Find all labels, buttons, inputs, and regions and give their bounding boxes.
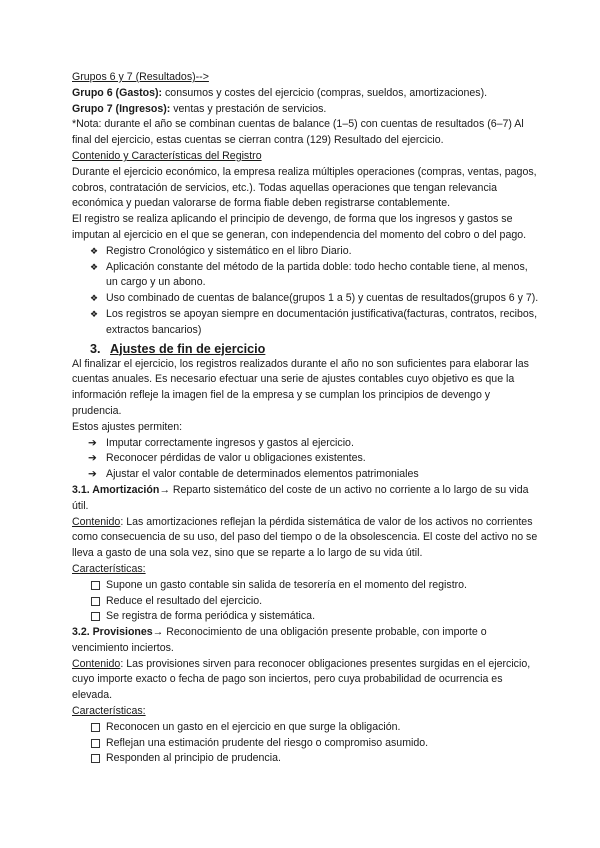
contenido-registro-heading: Contenido y Características del Registro xyxy=(72,149,262,162)
diamond-arrow-icon: ❖ xyxy=(90,245,99,256)
group7-label: Grupo 7 (Ingresos): xyxy=(72,102,171,115)
section3-title: Ajustes de fin de ejercicio xyxy=(110,341,266,356)
checkbox-icon[interactable] xyxy=(91,612,100,621)
registro-bullet-list xyxy=(72,244,540,339)
checklist-item: Responden al principio de prudencia. xyxy=(72,751,540,767)
checklist-item: Reflejan una estimación prudente del riesgo o compromiso asumido. xyxy=(72,736,540,752)
amortizacion-contenido: Contenido: Las amortizaciones reflejan la pérdida sistemática de valor de los activos no corrientes como consecuencia de su uso, del paso del tiempo o de la obsolescencia. El coste del activo no se lleva a gasto de una sola vez, sino que se reparte a lo largo de su vida útil. xyxy=(72,515,538,560)
list-item: ❖ Aplicación constante del método de la partida doble: todo hecho contable tiene, al menos, un cargo y un abono. xyxy=(90,260,528,289)
checkbox-icon[interactable] xyxy=(91,597,100,606)
provisiones-definition: 3.2. Provisiones→ Reconocimiento de una obligación presente probable, con importe o vencimiento inciertos. xyxy=(72,626,487,654)
list-item: ❖ Uso combinado de cuentas de balance(grupos 1 a 5) y cuentas de resultados(grupos 6 y 7). xyxy=(72,291,540,307)
provisiones-checklist xyxy=(72,720,540,767)
group6-line xyxy=(72,86,540,102)
diamond-arrow-icon: ❖ xyxy=(90,308,99,319)
checkbox-icon[interactable] xyxy=(91,723,100,732)
amortizacion-checklist xyxy=(72,578,540,625)
contenido-registro-para2: El registro se realiza aplicando el principio de devengo, de forma que los ingresos y gastos se imputan al ejercicio en el que se generan, con independencia del momento del cobro o del pago. xyxy=(72,213,527,241)
checkbox-icon[interactable] xyxy=(91,754,100,763)
checkbox-icon[interactable] xyxy=(91,739,100,748)
provisiones-contenido: Contenido: Las provisiones sirven para reconocer obligaciones presentes surgidas en el ejercicio, cuyo importe exacto o fecha de pago son inciertos, pero cuya probabilidad de ocurrencia es elevada. xyxy=(72,657,531,702)
provisiones-caracteristicas-label: Características: xyxy=(72,705,146,718)
section3-heading xyxy=(72,341,540,357)
group7-text: ventas y prestación de servicios. xyxy=(170,102,327,115)
groups-note: *Nota: durante el año se combinan cuentas de balance (1–5) con cuentas de resultados (6–7) Al final del ejercicio, estas cuentas se cierran contra (129) Resultado del ejercicio. xyxy=(72,118,524,147)
list-item: ❖ Los registros se apoyan siempre en documentación justificativa(facturas, contratos, recibos, extractos bancarios) xyxy=(90,307,538,336)
checkbox-icon[interactable] xyxy=(91,581,100,590)
diamond-arrow-icon: ❖ xyxy=(90,293,99,304)
arrow-icon: → xyxy=(159,483,170,496)
group6-label: Grupo 6 (Gastos): xyxy=(72,86,163,99)
section3-number: 3. xyxy=(90,341,101,356)
arrow-right-icon: ➔ xyxy=(88,468,97,481)
checklist-item: Reconocen un gasto en el ejercicio en que surge la obligación. xyxy=(72,720,540,736)
arrow-right-icon: ➔ xyxy=(88,436,97,449)
provisiones-label: 3.2. Provisiones xyxy=(72,626,153,639)
groups-header: Grupos 6 y 7 (Resultados)--> xyxy=(72,71,209,83)
list-item: ➔ Imputar correctamente ingresos y gastos al ejercicio. xyxy=(72,436,540,452)
contenido-registro-para1: Durante el ejercicio económico, la empresa realiza múltiples operaciones (compras, ventas, pagos, cobros, contratación de servicios, etc.). Todas aquellas operaciones que tengan relevancia económica y puedan valorarse de forma fiable deben registrarse contablemente. xyxy=(72,165,537,210)
amortizacion-caracteristicas-label: Características: xyxy=(72,562,146,575)
section3-intro: Al finalizar el ejercicio, los registros realizados durante el año no son suficientes para elaborar las cuentas anuales. Es necesario efectuar una serie de ajustes contables cuyo objetivo es que la información refleje la imagen fiel de la empresa y se cumplan los principios de devengo y prudencia. xyxy=(72,357,529,417)
amortizacion-label: 3.1. Amortización xyxy=(72,483,160,496)
arrow-right-icon: ➔ xyxy=(88,452,97,465)
contenido-label: Contenido xyxy=(72,515,121,528)
arrow-icon: → xyxy=(152,626,164,639)
list-item: ➔ Reconocer pérdidas de valor u obligaciones existentes. xyxy=(72,451,540,467)
checklist-item: Se registra de forma periódica y sistemática. xyxy=(72,609,540,625)
contenido-label: Contenido xyxy=(72,657,121,670)
checklist-item: Reduce el resultado del ejercicio. xyxy=(72,594,540,610)
group7-line xyxy=(72,102,540,118)
list-item: ❖ Registro Cronológico y sistemático en el libro Diario. xyxy=(72,244,540,260)
list-item: ➔ Ajustar el valor contable de determinados elementos patrimoniales xyxy=(72,467,540,483)
section3-allow-label: Estos ajustes permiten: xyxy=(72,420,183,433)
group6-text: consumos y costes del ejercicio (compras, sueldos, amortizaciones). xyxy=(162,86,488,99)
amortizacion-definition: 3.1. Amortización→ Reparto sistemático del coste de un activo no corriente a lo largo de su vida útil. xyxy=(72,483,529,512)
diamond-arrow-icon: ❖ xyxy=(90,261,99,272)
section3-arrow-list xyxy=(72,436,540,483)
checklist-item: Supone un gasto contable sin salida de tesorería en el momento del registro. xyxy=(72,578,540,594)
